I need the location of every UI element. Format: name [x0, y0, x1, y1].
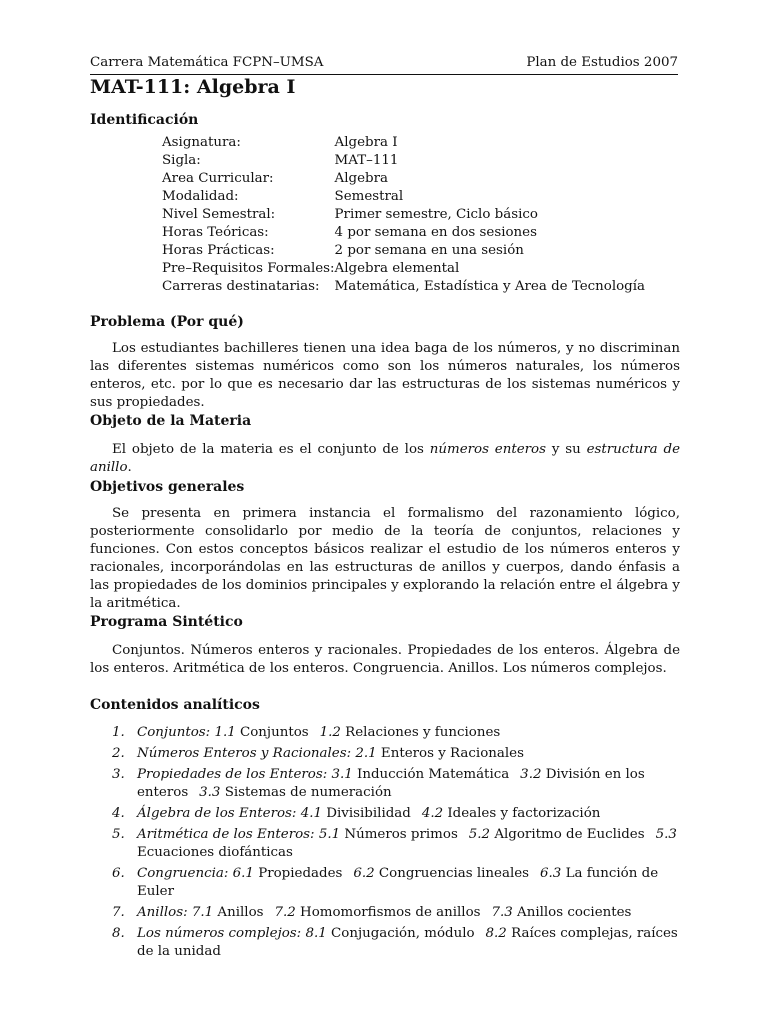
running-header	[90, 54, 678, 72]
heading-programa: Programa Sintético	[90, 614, 243, 630]
problema-text: Los estudiantes bachilleres tienen una idea baga de los números, y no discriminan las diferentes sistemas numéricos como son los números naturales, los números enteros, etc. por lo que es necesario dar las estructuras de los sistemas numéricos y sus propiedades.	[90, 341, 680, 410]
contents-subitem-number: 2.1	[355, 746, 377, 761]
contents-subitem-number: 5.1	[318, 827, 341, 842]
objetivos-text: Se presenta en primera instancia el formalismo del razonamiento lógico, posteriormente consolidarlo por medio de la teoría de conjuntos, relaciones y funciones. Con estos conceptos básicos realizar el estudio de los números enteros y racionales, incorporándolas en las estructuras de anillos y cuerpos, dando énfasis a las propiedades de los dominios principales y explorando la relación entre el álgebra y la aritmética.	[90, 506, 680, 611]
contents-item-title: Anillos:	[137, 905, 188, 920]
ident-value: Algebra	[334, 171, 388, 186]
contents-subitem-text: Congruencias lineales	[378, 866, 530, 881]
ident-key: Nivel Semestral:	[162, 207, 276, 222]
identification-table	[162, 134, 645, 296]
ident-value: 2 por semana en una sesión	[334, 243, 524, 258]
ident-key: Asignatura:	[162, 135, 241, 150]
contents-item-title: Aritmética de los Enteros:	[137, 827, 315, 842]
contents-subitem-text: Anillos	[217, 905, 264, 920]
contents-subitem-number: 1.1	[214, 725, 236, 740]
ident-key: Modalidad:	[162, 189, 239, 204]
contents-subitem-number: 7.1	[191, 905, 214, 920]
contents-subitem-text: Relaciones y funciones	[345, 725, 501, 740]
contents-subitem-text: La función de Euler	[137, 866, 659, 899]
contents-item-number: 8.	[112, 926, 125, 941]
contents-item	[112, 724, 680, 742]
contents-subitem-number: 6.3	[540, 866, 562, 881]
contents-subitem-text: Sistemas de numeración	[224, 785, 392, 800]
contents-subitem-number: 4.1	[300, 806, 323, 821]
contents-item-title: Los números complejos:	[137, 926, 302, 941]
contents-subitem-text: Ideales y factorización	[447, 806, 601, 821]
contents-subitem-text: Conjugación, módulo	[331, 926, 475, 941]
heading-objetivos: Objetivos generales	[90, 479, 245, 495]
contents-list	[112, 724, 680, 964]
contents-subitem-text: Anillos cocientes	[517, 905, 632, 920]
objeto-text: El objeto de la materia es el conjunto de los números enteros y su estructura de anillo.	[90, 442, 680, 475]
ident-value: Matemática, Estadística y Area de Tecnología	[334, 279, 646, 294]
header-right: Plan de Estudios 2007	[526, 55, 678, 70]
heading-objeto: Objeto de la Materia	[90, 413, 252, 429]
contents-subitem-text: Divisibilidad	[326, 806, 411, 821]
contents-subitem-number: 6.2	[353, 866, 375, 881]
ident-value: Semestral	[334, 189, 404, 204]
contents-subitem-text: Raíces complejas, raíces de la unidad	[137, 926, 678, 959]
contents-subitem-text: Propiedades	[258, 866, 343, 881]
contents-subitem-number: 4.2	[421, 806, 444, 821]
programa-text: Conjuntos. Números enteros y racionales. Propiedades de los enteros. Álgebra de los enteros. Aritmética de los enteros. Congruencia. Anillos. Los números complejos.	[90, 643, 680, 676]
ident-row	[162, 242, 645, 260]
ident-row	[162, 260, 645, 278]
header-left: Carrera Matemática FCPN–UMSA	[90, 55, 324, 70]
ident-value: Algebra elemental	[334, 261, 460, 276]
ident-row	[162, 170, 645, 188]
objeto-emphasis-1: números enteros	[429, 442, 546, 457]
contents-item-number: 1.	[112, 725, 125, 740]
contents-item	[112, 904, 680, 922]
contents-item	[112, 826, 680, 862]
heading-contenidos: Contenidos analíticos	[90, 697, 260, 713]
ident-key: Area Curricular:	[162, 171, 274, 186]
contents-item-number: 2.	[112, 746, 125, 761]
ident-key: Horas Prácticas:	[162, 243, 275, 258]
contents-item	[112, 805, 680, 823]
contents-item-title: Números Enteros y Racionales:	[137, 746, 352, 761]
contents-subitem-number: 7.3	[491, 905, 513, 920]
contents-item	[112, 745, 680, 763]
ident-key: Pre–Requisitos Formales:	[162, 261, 335, 276]
contents-item-number: 3.	[112, 767, 125, 782]
ident-row	[162, 206, 645, 224]
contents-item	[112, 766, 680, 802]
contents-item-title: Álgebra de los Enteros:	[137, 806, 297, 821]
ident-key: Sigla:	[162, 153, 201, 168]
contents-subitem-number: 5.2	[468, 827, 491, 842]
heading-identificacion: Identificación	[90, 112, 199, 128]
contents-subitem-number: 3.1	[331, 767, 353, 782]
contents-item-number: 5.	[112, 827, 125, 842]
contents-subitem-number: 5.3	[655, 827, 677, 842]
contents-item-title: Congruencia:	[137, 866, 229, 881]
contents-subitem-number: 3.3	[199, 785, 221, 800]
contents-item	[112, 925, 680, 961]
contents-subitem-text: División en los enteros	[137, 767, 645, 800]
ident-value: Primer semestre, Ciclo básico	[334, 207, 538, 222]
contents-subitem-text: Conjuntos	[240, 725, 309, 740]
ident-row	[162, 188, 645, 206]
contents-subitem-text: Inducción Matemática	[357, 767, 510, 782]
contents-item	[112, 865, 680, 901]
contents-subitem-text: Algoritmo de Euclides	[494, 827, 645, 842]
contents-subitem-number: 8.2	[485, 926, 507, 941]
ident-row	[162, 134, 645, 152]
contents-subitem-text: Números primos	[344, 827, 458, 842]
ident-key: Carreras destinatarias:	[162, 279, 320, 294]
contents-subitem-number: 1.2	[319, 725, 341, 740]
contents-item-title: Propiedades de los Enteros:	[137, 767, 328, 782]
contents-subitem-number: 3.2	[520, 767, 542, 782]
ident-value: Algebra I	[334, 135, 398, 150]
ident-row	[162, 278, 645, 296]
page-title: MAT-111: Algebra I	[90, 76, 296, 98]
contents-item-number: 4.	[112, 806, 125, 821]
ident-value: MAT–111	[334, 153, 399, 168]
contents-item-number: 7.	[112, 905, 125, 920]
ident-key: Horas Teóricas:	[162, 225, 269, 240]
objeto-emphasis-2: estructura de anillo	[90, 442, 680, 475]
contents-item-title: Conjuntos:	[137, 725, 211, 740]
contents-subitem-text: Homomorfismos de anillos	[300, 905, 481, 920]
contents-subitem-number: 7.2	[274, 905, 296, 920]
contents-item-number: 6.	[112, 866, 125, 881]
heading-problema: Problema (Por qué)	[90, 314, 244, 330]
contents-subitem-text: Ecuaciones diofánticas	[137, 845, 293, 860]
contents-subitem-number: 8.1	[305, 926, 327, 941]
contents-subitem-text: Enteros y Racionales	[380, 746, 524, 761]
ident-row	[162, 224, 645, 242]
ident-row	[162, 152, 645, 170]
ident-value: 4 por semana en dos sesiones	[334, 225, 537, 240]
contents-subitem-number: 6.1	[232, 866, 254, 881]
